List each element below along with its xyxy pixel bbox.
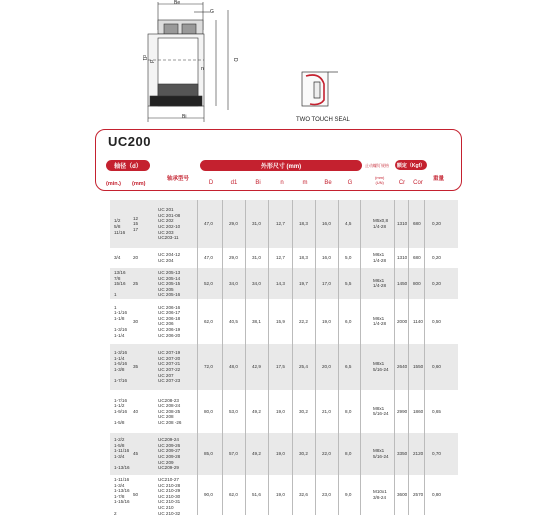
cell-screw: M8x1 5/16-24 [373, 361, 389, 372]
cell-mm: 30 [133, 318, 139, 324]
dim-label-be: Be [174, 0, 181, 6]
cell-D: 47,0 [204, 221, 213, 227]
dim-label-g: G [210, 9, 214, 15]
dim-label-d1: d1 [141, 55, 147, 61]
cell-Bi: 34,0 [252, 280, 261, 286]
cell-cr: 1310 [397, 221, 408, 227]
cell-cr: 2640 [397, 364, 408, 370]
cell-Bi: 51,6 [252, 492, 261, 498]
cell-cr: 3350 [397, 451, 408, 457]
cell-m: 22,2 [299, 318, 308, 324]
cell-model: UC 204-12 UC 204 [158, 252, 181, 263]
cell-mm: 20 [133, 255, 139, 261]
cell-cor: 1140 [413, 318, 423, 324]
cell-screw: M8x1 5/16-24 [373, 405, 389, 417]
cell-d1: 57,0 [229, 451, 238, 457]
cell-model: UC 207-19 UC 207-20 UC 207-21 UC 207-22 UC 207 UC 207-23 [158, 350, 181, 384]
cell-cr: 1450 [397, 280, 408, 286]
cell-n: 19,0 [276, 408, 285, 414]
cell-inch: 1-3/16 1-1/4 1-5/16 1-3/8 1-7/16 [114, 350, 128, 384]
cell-Bi: 38,1 [252, 318, 261, 324]
cell-Be: 16,0 [322, 255, 331, 261]
cell-G: 8,0 [345, 408, 352, 414]
cell-inch: 1 1-1/16 1-1/8 1-3/16 1-1/4 [114, 304, 128, 338]
cell-Be: 16,0 [322, 221, 331, 227]
cell-Bi: 42,9 [252, 364, 261, 370]
cell-model: UC 206-16 UC 206-17 UC 206-18 UC 206 UC 206-19 UC 206-20 [158, 304, 181, 338]
cell-w: 0,20 [432, 255, 441, 261]
shaft-dia-pill: 轴径（d） [106, 160, 150, 171]
cell-w: 0,65 [432, 408, 441, 414]
seal-label: TWO TOUCH SEAL [296, 117, 350, 123]
cell-screw: M6x1 1/4-28 [373, 252, 387, 263]
cell-model: UC 201 UC 201-08 UC 202 UC 202-10 UC 203 UC203-11 [158, 207, 181, 241]
cell-n: 17,5 [276, 364, 285, 370]
rating-pill: 额定（Kgf） [395, 160, 427, 170]
dim-label-bi: Bi [182, 114, 187, 120]
cell-model: UC 205-13 UC 205-14 UC 205-15 UC 205 UC 205-16 [158, 270, 181, 298]
col-bi: Bi [255, 180, 261, 186]
cell-screw: M5x0,8 1/4-28 [373, 218, 389, 229]
cell-D: 52,0 [204, 280, 213, 286]
cell-d1: 29,0 [229, 255, 238, 261]
cell-n: 14,3 [276, 280, 285, 286]
cell-G: 5,0 [345, 255, 352, 261]
cell-Be: 21,0 [322, 408, 331, 414]
cell-cr: 3600 [397, 492, 408, 498]
cell-screw: M6x1 1/4-28 [373, 277, 387, 289]
cell-m: 18,3 [299, 221, 308, 227]
dim-label-n: n [201, 66, 204, 72]
cell-model: UC208-23 UC 208-24 UC 208-25 UC 208 UC 208 -26 [158, 397, 182, 425]
cell-Bi: 49,2 [252, 408, 261, 414]
cell-d1: 29,0 [229, 221, 238, 227]
cell-G: 9,0 [345, 492, 352, 498]
cell-inch: 13/16 7/8 15/16 1 [114, 270, 126, 298]
dim-label-d: d [148, 60, 154, 63]
cell-d1: 62,0 [229, 492, 238, 498]
shaft-min-label: (min.) [106, 181, 121, 187]
cell-Bi: 31,0 [252, 221, 261, 227]
cell-w: 0,50 [432, 318, 441, 324]
cell-m: 19,7 [299, 280, 308, 286]
col-n: n [280, 180, 284, 186]
col-cor: Cor [413, 180, 423, 186]
col-be: Be [324, 180, 332, 186]
cell-Be: 22,0 [322, 451, 331, 457]
cell-m: 30,2 [299, 408, 308, 414]
cell-G: 5,5 [345, 280, 352, 286]
dims-pill: 外形尺寸 (mm) [200, 160, 362, 171]
cell-D: 47,0 [204, 255, 213, 261]
cell-m: 25,4 [299, 364, 308, 370]
cell-cr: 2000 [397, 318, 408, 324]
cell-cor: 800 [413, 280, 421, 286]
cell-inch: 1-11/16 1-3/4 1-13/16 1-7/8 1-15/16 2 [114, 477, 130, 516]
cell-screw: M8x1 5/16-24 [373, 448, 389, 459]
cell-cor: 2570 [413, 492, 424, 498]
cell-Be: 23,0 [322, 492, 331, 498]
cell-inch: 1-7/16 1-1/2 1-9/16 1-5/8 [114, 397, 128, 425]
cell-m: 18,3 [299, 255, 308, 261]
cell-d1: 53,0 [229, 408, 238, 414]
cell-d1: 48,0 [229, 364, 238, 370]
cell-D: 72,0 [204, 364, 213, 370]
col-D: D [208, 180, 214, 186]
cell-G: 4,5 [345, 221, 352, 227]
cell-D: 85,0 [204, 451, 213, 457]
cell-n: 19,0 [276, 492, 285, 498]
setscrew-unit: (mm) (UN) [375, 175, 385, 185]
cell-n: 19,0 [276, 451, 285, 457]
setscrew-label: 止动螺钉规格 [365, 163, 389, 168]
cell-w: 0,70 [432, 451, 441, 457]
col-cr: Cr [398, 180, 406, 186]
cell-D: 80,0 [204, 408, 213, 414]
cell-model: UC209-24 UC 209-26 UC 209-27 UC 209-28 UC 209 UC209-29 [158, 437, 181, 471]
cell-mm: 12 15 17 [133, 215, 139, 232]
cell-screw: M10x1 3/8-24 [373, 489, 387, 500]
shaft-mm-label: (mm) [132, 181, 146, 187]
cell-model: UC210-27 UC 210-28 UC 210-29 UC 210-30 UC 210-31 UC 210 UC 210-32 [158, 477, 181, 516]
col-m: m [302, 180, 308, 186]
cell-screw: M6x1 1/4-28 [373, 315, 387, 327]
cell-Be: 17,0 [322, 280, 331, 286]
cell-cr: 1310 [397, 255, 408, 261]
cell-mm: 25 [133, 280, 139, 286]
cell-G: 6,0 [345, 318, 352, 324]
cell-D: 90,0 [204, 492, 213, 498]
cell-cor: 2120 [413, 451, 424, 457]
cell-Be: 20,0 [322, 364, 331, 370]
col-g: G [347, 180, 353, 186]
cell-m: 32,6 [299, 492, 308, 498]
cell-mm: 45 [133, 451, 139, 457]
cell-n: 15,9 [276, 318, 285, 324]
cell-n: 12,7 [276, 221, 285, 227]
cell-inch: 1-2/2 1-5/8 1-11/16 1-3/4 1-13/16 [114, 437, 130, 471]
cell-cor: 680 [413, 255, 421, 261]
cell-cor: 1860 [413, 408, 424, 414]
col-d1: d1 [230, 180, 238, 186]
series-title: UC200 [108, 134, 151, 149]
cell-w: 0,20 [432, 280, 441, 286]
model-label: 轴承型号 [167, 176, 190, 182]
cell-w: 0,20 [432, 221, 441, 227]
cell-Be: 19,0 [322, 318, 331, 324]
cell-cor: 1550 [413, 364, 424, 370]
cell-w: 0,80 [432, 492, 441, 498]
cell-mm: 40 [133, 408, 139, 414]
weight-label: 重量 [433, 176, 445, 182]
cell-D: 62,0 [204, 318, 213, 324]
cell-cor: 680 [413, 221, 421, 227]
cell-mm: 50 [133, 492, 139, 498]
cell-w: 0,60 [432, 364, 441, 370]
cell-G: 8,0 [345, 451, 352, 457]
cell-m: 30,2 [299, 451, 308, 457]
dim-label-D: D [232, 58, 238, 62]
cell-inch: 1/2 5/8 11/16 [114, 218, 126, 235]
cell-mm: 35 [133, 364, 139, 370]
cell-d1: 34,0 [229, 280, 238, 286]
cell-cr: 2990 [397, 408, 408, 414]
cell-Bi: 49,2 [252, 451, 261, 457]
cell-G: 6,5 [345, 364, 352, 370]
cell-d1: 40,5 [229, 318, 238, 324]
cell-n: 12,7 [276, 255, 285, 261]
cell-Bi: 31,0 [252, 255, 261, 261]
cell-inch: 3/4 [114, 255, 121, 261]
